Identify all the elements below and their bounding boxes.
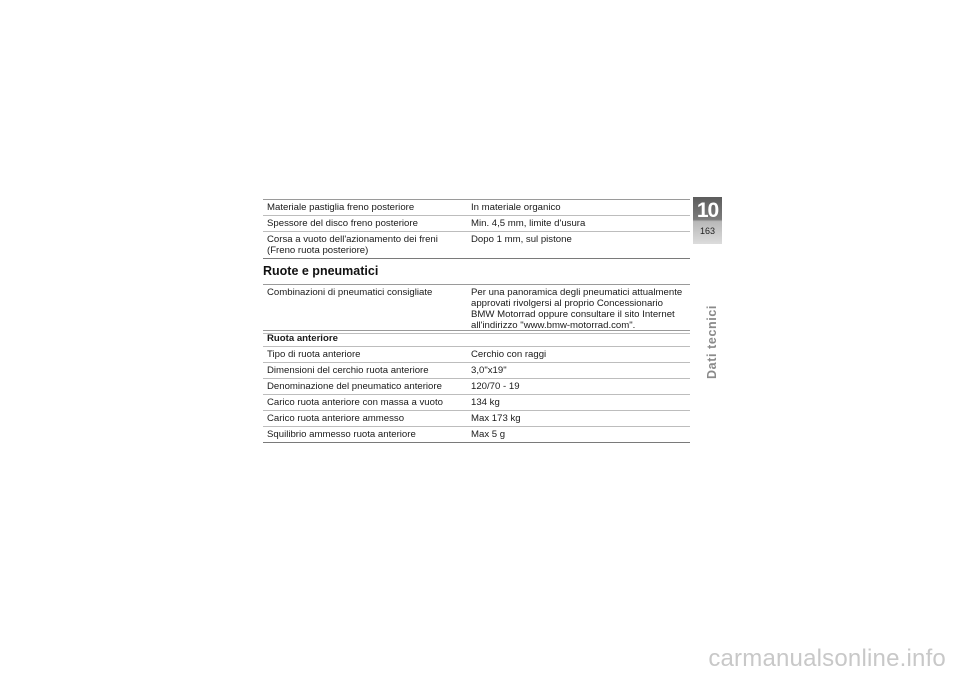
chapter-title: Dati tecnici	[705, 305, 719, 379]
spec-value: 3,0"x19"	[467, 363, 690, 379]
spec-value: 134 kg	[467, 395, 690, 411]
table-row	[263, 395, 690, 411]
spec-value: In materiale organico	[467, 200, 690, 216]
spec-value: Per una panoramica degli pneumatici attualmente approvati rivolgersi al proprio Concessionario BMW Motorrad oppure consultare il sito Internet all'indirizzo "www.bmw-motorrad.com".	[467, 285, 690, 334]
spec-label: Carico ruota anteriore ammesso	[263, 411, 467, 427]
spec-value: 120/70 - 19	[467, 379, 690, 395]
section-heading: Ruote e pneumatici	[263, 264, 379, 278]
table-row	[263, 285, 690, 334]
chapter-tab	[693, 197, 722, 244]
spec-label: Carico ruota anteriore con massa a vuoto	[263, 395, 467, 411]
table-row	[263, 379, 690, 395]
spec-value: Max 5 g	[467, 427, 690, 443]
watermark: carmanualsonline.info	[708, 645, 946, 672]
chapter-number: 10	[696, 199, 719, 222]
page-number: 163	[699, 226, 716, 236]
table-row	[263, 427, 690, 443]
table-row	[263, 347, 690, 363]
spec-label: Spessore del disco freno posteriore	[263, 216, 467, 232]
spec-value: Max 173 kg	[467, 411, 690, 427]
spec-label: Dimensioni del cerchio ruota anteriore	[263, 363, 467, 379]
table-row	[263, 411, 690, 427]
spec-label: Combinazioni di pneumatici consigliate	[263, 285, 467, 334]
spec-value: Cerchio con raggi	[467, 347, 690, 363]
tyre-combinations-table	[263, 284, 690, 334]
spec-label: Denominazione del pneumatico anteriore	[263, 379, 467, 395]
table-subheading-row	[263, 331, 690, 347]
front-wheel-table	[263, 330, 690, 443]
spec-value: Min. 4,5 mm, limite d'usura	[467, 216, 690, 232]
brake-specs-table	[263, 199, 690, 259]
front-wheel-heading: Ruota anteriore	[263, 331, 690, 347]
table-row	[263, 363, 690, 379]
spec-label: Materiale pastiglia freno posteriore	[263, 200, 467, 216]
spec-value: Dopo 1 mm, sul pistone	[467, 232, 690, 259]
spec-label: Squilibrio ammesso ruota anteriore	[263, 427, 467, 443]
table-row	[263, 232, 690, 259]
table-row	[263, 216, 690, 232]
spec-label: Tipo di ruota anteriore	[263, 347, 467, 363]
table-row	[263, 200, 690, 216]
spec-label: Corsa a vuoto dell'azionamento dei freni (Freno ruota posteriore)	[263, 232, 467, 259]
